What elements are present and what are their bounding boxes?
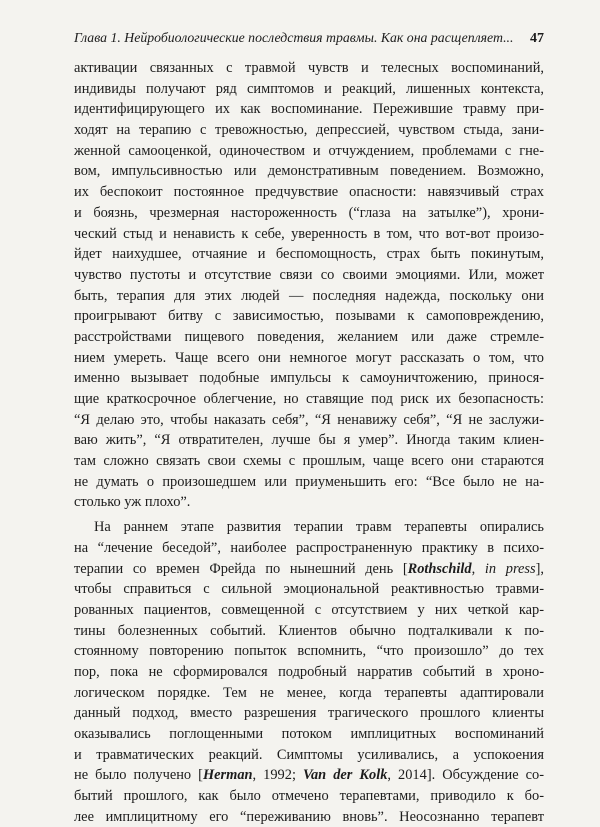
text-line: рованных пациентов, совмещенной с отсутствием у них четкой кар- (74, 601, 544, 618)
running-header (74, 30, 544, 47)
chapter-title: Глава 1. Нейробиологические последствия травмы. Как она расщепляет... (74, 30, 514, 45)
text-line: вом, импульсивностью или демонстративным поведением. Возможно, (74, 163, 544, 180)
text-line: чтобы справиться с сильной эмоциональной реактивностью травми- (74, 581, 544, 598)
text-line: логическом порядке. Тем не менее, когда терапевты адаптировали (74, 684, 544, 701)
text-fragment: , (471, 560, 485, 577)
text-line: не думать о произошедшем или приуменьшить его: “Все было не на- (74, 473, 544, 490)
text-fragment: терапии со времен Фрейда по нынешний день [ (74, 560, 408, 577)
text-fragment: ], (535, 560, 544, 577)
citation-author: Rothschild (407, 560, 472, 577)
text-line: тины болезненных событий. Клиентов обычно подталкивали к по- (74, 622, 544, 639)
text-line (74, 559, 544, 580)
text-line: пор, пока не сформировался подробный нарратив событий в хроно- (74, 663, 544, 680)
text-line: оказывались поглощенными потоком имплицитных воспоминаний (74, 726, 544, 742)
text-line: ходят на терапию с тревожностью, депрессией, чувством стыда, зани- (74, 122, 544, 139)
text-line (74, 765, 544, 786)
text-line: на “лечение беседой”, наиболее распространенную практику в психо- (74, 539, 544, 556)
text-line: проигрывают битву с зависимостью, позывами к самоповреждению, (74, 308, 544, 325)
text-line: бытий прошлого, как было отмечено терапевтами, приводило к бо- (74, 788, 544, 805)
page-number: 47 (530, 31, 544, 46)
citation-author: Herman (202, 767, 253, 784)
text-line: щие краткосрочное облегчение, но ставящие под риск их безопасность: (74, 391, 544, 407)
text-line: столько уж плохо”. (74, 494, 191, 511)
citation-author: Van der Kolk (302, 767, 388, 784)
paragraph-1 (74, 58, 544, 513)
text-line: йдет наихудшее, отчаяние и беспомощность, страх быть покинутым, (74, 246, 544, 263)
text-line: На раннем этапе развития терапии травм терапевты опирались (94, 519, 544, 536)
text-line: их беспокоит постоянное предчувствие опасности: навязчивый страх (74, 184, 544, 201)
page-body (74, 58, 544, 827)
text-line: ваю жить”, “Я отвратителен, лучше бы я умер”. Иногда таким клиен- (74, 432, 544, 449)
text-line: идентифицирующего их как воспоминание. Пережившие травму при- (74, 101, 544, 118)
text-line: “Я делаю это, чтобы наказать себя”, “Я ненавижу себя”, “Я не заслужи- (74, 411, 544, 428)
paragraph-2 (74, 517, 544, 827)
text-fragment: , 2014]. Обсуждение со- (387, 767, 544, 784)
text-line: активации связанных с травмой чувств и телесных воспоминаний, (74, 60, 544, 76)
text-line: и боязнь, чрезмерная настороженность (“глаза на затылке”), хрони- (74, 204, 544, 221)
text-line: индивиды получают ряд симптомов и реакций, лишенных контекста, (74, 80, 544, 97)
text-line: именно вызывает подобные импульсы к самоуничтожению, принося- (74, 370, 544, 387)
text-line: лее имплицитному его “переживанию вновь”. Неосознанно терапевт (74, 808, 544, 825)
text-line: женной самооценкой, одиночеством и отчуждением, проблемами с гне- (74, 142, 544, 159)
text-line: быть, терапия для этих людей — последняя надежда, поскольку они (74, 287, 544, 304)
text-line: чувство пустоты и отсутствие связи со своими эмоциями. Или, может (74, 266, 544, 283)
text-fragment: не было получено [ (74, 767, 203, 784)
text-fragment: , 1992; (252, 767, 303, 784)
text-line: и травматических реакций. Симптомы усиливались, а успокоения (74, 746, 544, 763)
text-line: там сложно связать свои схемы с прошлым, чаще всего они стараются (74, 453, 544, 470)
citation-note: in press (484, 560, 536, 577)
text-line: стоянному повторению попыток вспомнить, “что произошло” до тех (74, 643, 544, 660)
text-line: ческий стыд и ненависть к себе, уверенность в том, что вот-вот произо- (74, 225, 544, 242)
text-line: данный подход, вместо разрешения трагического прошлого клиенты (74, 705, 544, 722)
text-line: расстройствами пищевого поведения, желанием или даже стремле- (74, 328, 544, 345)
text-line: нием умереть. Чаще всего они немногое могут рассказать о том, что (74, 349, 544, 366)
